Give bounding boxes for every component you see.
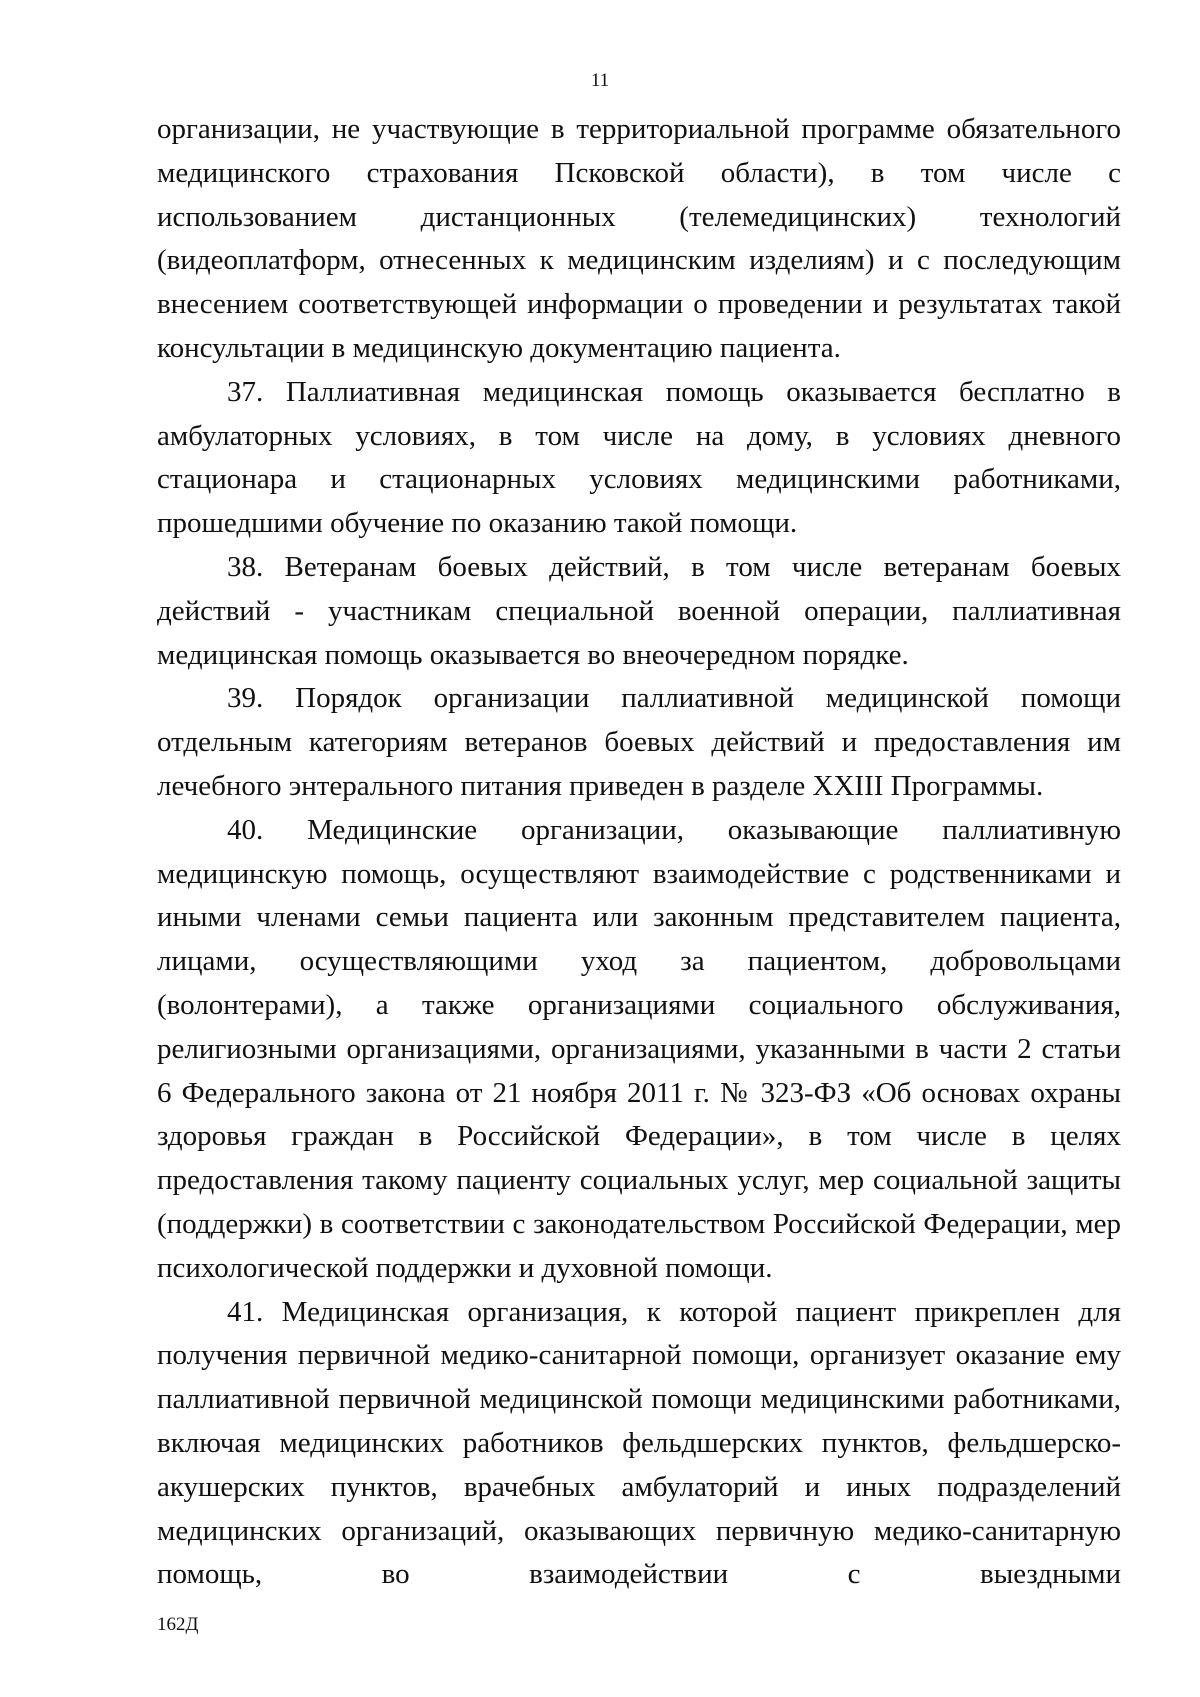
- paragraph-40: 40. Медицинские организации, оказывающие паллиативную медицинскую помощь, осуществляют взаимодействие с родственниками и иными членами семьи пациента или законным представителем пациента, лицами, осуществляющими уход за пациентом, добровольцами (волонтерами), а также организациями социального обслуживания, религиозными организациями, организациями, указанными в части 2 статьи 6 Федерального закона от 21 ноября 2011 г. № 323-ФЗ «Об основах охраны здоровья граждан в Российской Федерации», в том числе в целях предоставления такому пациенту социальных услуг, мер социальной защиты (поддержки) в соответствии с законодательством Российской Федерации, мер психологической поддержки и духовной помощи.: [157, 813, 1121, 1284]
- paragraph-38: 38. Ветеранам боевых действий, в том числе ветеранам боевых действий - участникам специальной военной операции, паллиативная медицинская помощь оказывается во внеочередном порядке.: [157, 550, 1121, 671]
- paragraph-41: 41. Медицинская организация, к которой пациент прикреплен для получения первичной медико-санитарной помощи, организует оказание ему паллиативной первичной медицинской помощи медицинскими работниками, включая медицинских работников фельдшерских пунктов, фельдшерско-акушерских пунктов, врачебных амбулаторий и иных подразделений медицинских организаций, оказывающих первичную медико-санитарную помощь, во взаимодействии с выездными: [157, 1295, 1121, 1591]
- paragraph-continuation: организации, не участвующие в территориальной программе обязательного медицинского страхования Псковской области), в том числе с использованием дистанционных (телемедицинских) технологий (видеоплатформ, отнесенных к медицинским изделиям) и с последующим внесением соответствующей информации о проведении и результатах такой консультации в медицинскую документацию пациента.: [157, 113, 1121, 364]
- paragraph-39: 39. Порядок организации паллиативной медицинской помощи отдельным категориям ветеранов боевых действий и предоставления им лечебного энтерального питания приведен в разделе XXIII Программы.: [157, 682, 1121, 802]
- page-number: 11: [590, 70, 610, 91]
- document-body: [157, 108, 1121, 1597]
- paragraph-37: 37. Паллиативная медицинская помощь оказывается бесплатно в амбулаторных условиях, в том числе на дому, в условиях дневного стационара и стационарных условиях медицинскими работниками, прошедшими обучение по оказанию такой помощи.: [157, 375, 1121, 540]
- document-code: 162Д: [157, 1614, 199, 1635]
